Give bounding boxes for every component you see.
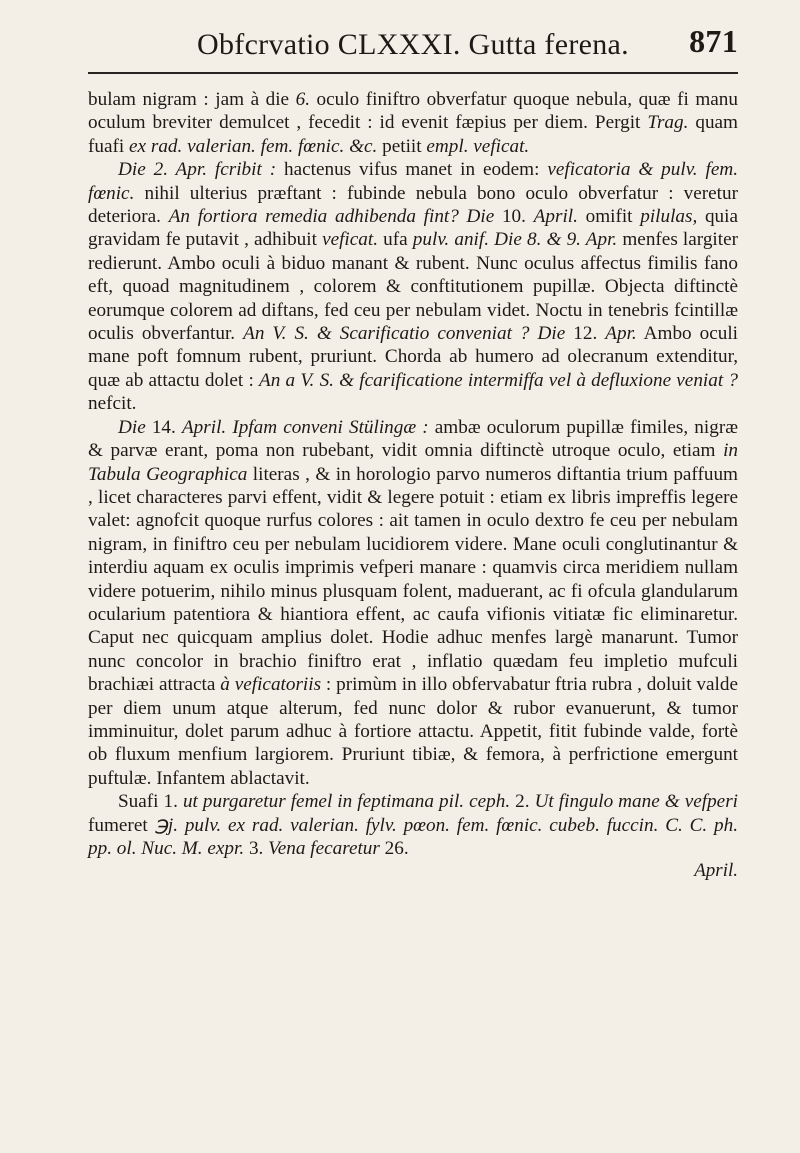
text-run: 12. bbox=[565, 323, 606, 345]
text-run: 3. bbox=[244, 838, 269, 859]
italic-run: An a V. S. & fcarificatione intermiffa vel à defluxione veniat ? bbox=[258, 369, 738, 391]
text-run: literas , & in horologio parvo numeros diftantia trium paffuum , licet characteres parvi effent, vidit & legere potuit : etiam ex libris impreffis legere valet: agnofcit quoque rurfus colores : ait tamen in oculo dextro fe ceu per nebulam nigram, in finiftro ceu per nebulam lucidiorem videre. Mane oculi conglutinantur & interdiu aquam ex oculis imprimis vefperi manare : quamvis circa meridiem nullam videre potuerim, nihilo minus plusquam folent, maduerant, ac fi ofcula glandularum ocularium patentiora & hiantiora effent, ac caufa vifionis vitiatæ fic eliminaretur. Caput nec quicquam amplius dolet. Hodie adhuc menfes largè manarunt. Tumor nunc concolor in brachio finiftro erat , inflatio quædam feu impletio mufculi brachiæi attracta bbox=[88, 463, 738, 696]
text-run: 10. bbox=[494, 206, 534, 228]
italic-run: Die bbox=[118, 416, 146, 438]
text-run: quia gravidam fe putavit , adhibuit bbox=[88, 206, 739, 251]
italic-run: April. Ipfam conveni Stülingæ : bbox=[181, 416, 429, 438]
text-run: : primùm in illo obfervabatur ftria rubra , doluit valde per diem unum atque alterum, fed nunc dolor & rubor evanuerunt, & tumor imminuitur, dolet parum adhuc à fortiore attactu. Appetit, fitit fubinde valde, fortè ob fluxum menfium largiorem. Pruriunt tibiæ, & femora, à perfrictione emergunt puftulæ. Infantem ablactavit. bbox=[88, 674, 738, 789]
italic-run: An V. S. & Scarificatio conveniat ? Die bbox=[243, 323, 566, 345]
text-run: fumeret bbox=[88, 814, 155, 836]
italic-run: Apr. bbox=[605, 323, 637, 345]
italic-run: ex rad. valerian. fem. fœnic. &c. bbox=[129, 135, 378, 157]
italic-run: Trag. bbox=[647, 112, 689, 134]
text-run: omifit bbox=[577, 206, 641, 228]
text-run: 2. bbox=[510, 791, 535, 813]
text-run: nefcit. bbox=[88, 393, 137, 415]
text-run: nihil ulterius præftant : fubinde nebula bono oculo obverfatur : veretur deteriora. bbox=[88, 182, 738, 228]
italic-run: April. bbox=[533, 206, 578, 228]
text-run: petiit bbox=[377, 135, 427, 157]
italic-run: ℈j. pulv. ex rad. valerian. fylv. pœon. fem. fœnic. cubeb. fuccin. C. C. ph. pp. ol. Nuc. M. expr. bbox=[88, 814, 738, 859]
italic-run: 6. bbox=[295, 89, 311, 110]
italic-run: in Tabula Geographica bbox=[88, 440, 738, 485]
running-title: Obfcrvatio CLXXXI. Gutta ferena. bbox=[197, 28, 629, 61]
paragraph bbox=[88, 158, 738, 415]
text-run: Suafi 1. bbox=[118, 791, 183, 813]
italic-run: à veficatoriis bbox=[220, 674, 322, 696]
text-run: quam fuafi bbox=[88, 112, 738, 157]
text-run: Ambo oculi mane poft fomnum rubent, pruriunt. Chorda ab humero ad olecranum extenditur, quæ ab attactu dolet : bbox=[88, 323, 739, 391]
text-run: bulam nigram : jam à die bbox=[88, 89, 296, 110]
header-rule bbox=[88, 72, 738, 74]
running-header bbox=[88, 0, 738, 62]
page-number: 871 bbox=[689, 23, 738, 59]
paragraph bbox=[88, 416, 738, 791]
italic-run: veficatoria & pulv. fem. fœnic. bbox=[88, 159, 738, 204]
text-run: ambæ oculorum pupillæ fimiles, nigræ & parvæ erant, poma non rubebant, vidit omnia diftinctè utroque oculo, etiam bbox=[88, 416, 739, 462]
body-text bbox=[88, 88, 738, 860]
text-run: 26. bbox=[379, 838, 409, 859]
italic-run: Die 2. Apr. fcribit : bbox=[118, 159, 277, 181]
text-run: oculo finiftro obverfatur quoque nebula, quæ fi manu oculum breviter demulcet , fecedit : id evenit fæpius per diem. Pergit bbox=[88, 89, 738, 134]
catchword: April. bbox=[694, 860, 738, 882]
italic-run: pulv. anif. Die 8. & 9. Apr. bbox=[412, 229, 618, 251]
italic-run: Vena fecaretur bbox=[268, 838, 380, 859]
italic-run: pilulas, bbox=[640, 206, 698, 228]
italic-run: An fortiora remedia adhibenda fint? Die bbox=[168, 206, 495, 228]
text-run: menfes largiter redierunt. Ambo oculi à biduo manant & rubent. Nunc oculus affectus fimilis fano eft, quoad magnitudinem , colorem & conftitutionem pupillæ. Objecta diftinctè eorumque colorem ad diftans, fed ceu per nebulam videt. Noctu in tenebris fcintillæ oculis obverfantur. bbox=[88, 229, 738, 345]
italic-run: Ut fingulo mane & vefperi bbox=[534, 791, 738, 813]
italic-run: empl. veficat. bbox=[426, 135, 530, 157]
text-run: hactenus vifus manet in eodem: bbox=[276, 159, 548, 181]
paragraph bbox=[88, 790, 738, 860]
italic-run: ut purgaretur femel in feptimana pil. ceph. bbox=[182, 791, 511, 813]
paragraph bbox=[88, 88, 738, 158]
italic-run: veficat. bbox=[322, 229, 378, 251]
text-run: ufa bbox=[378, 229, 413, 251]
text-run: 14. bbox=[145, 416, 182, 438]
